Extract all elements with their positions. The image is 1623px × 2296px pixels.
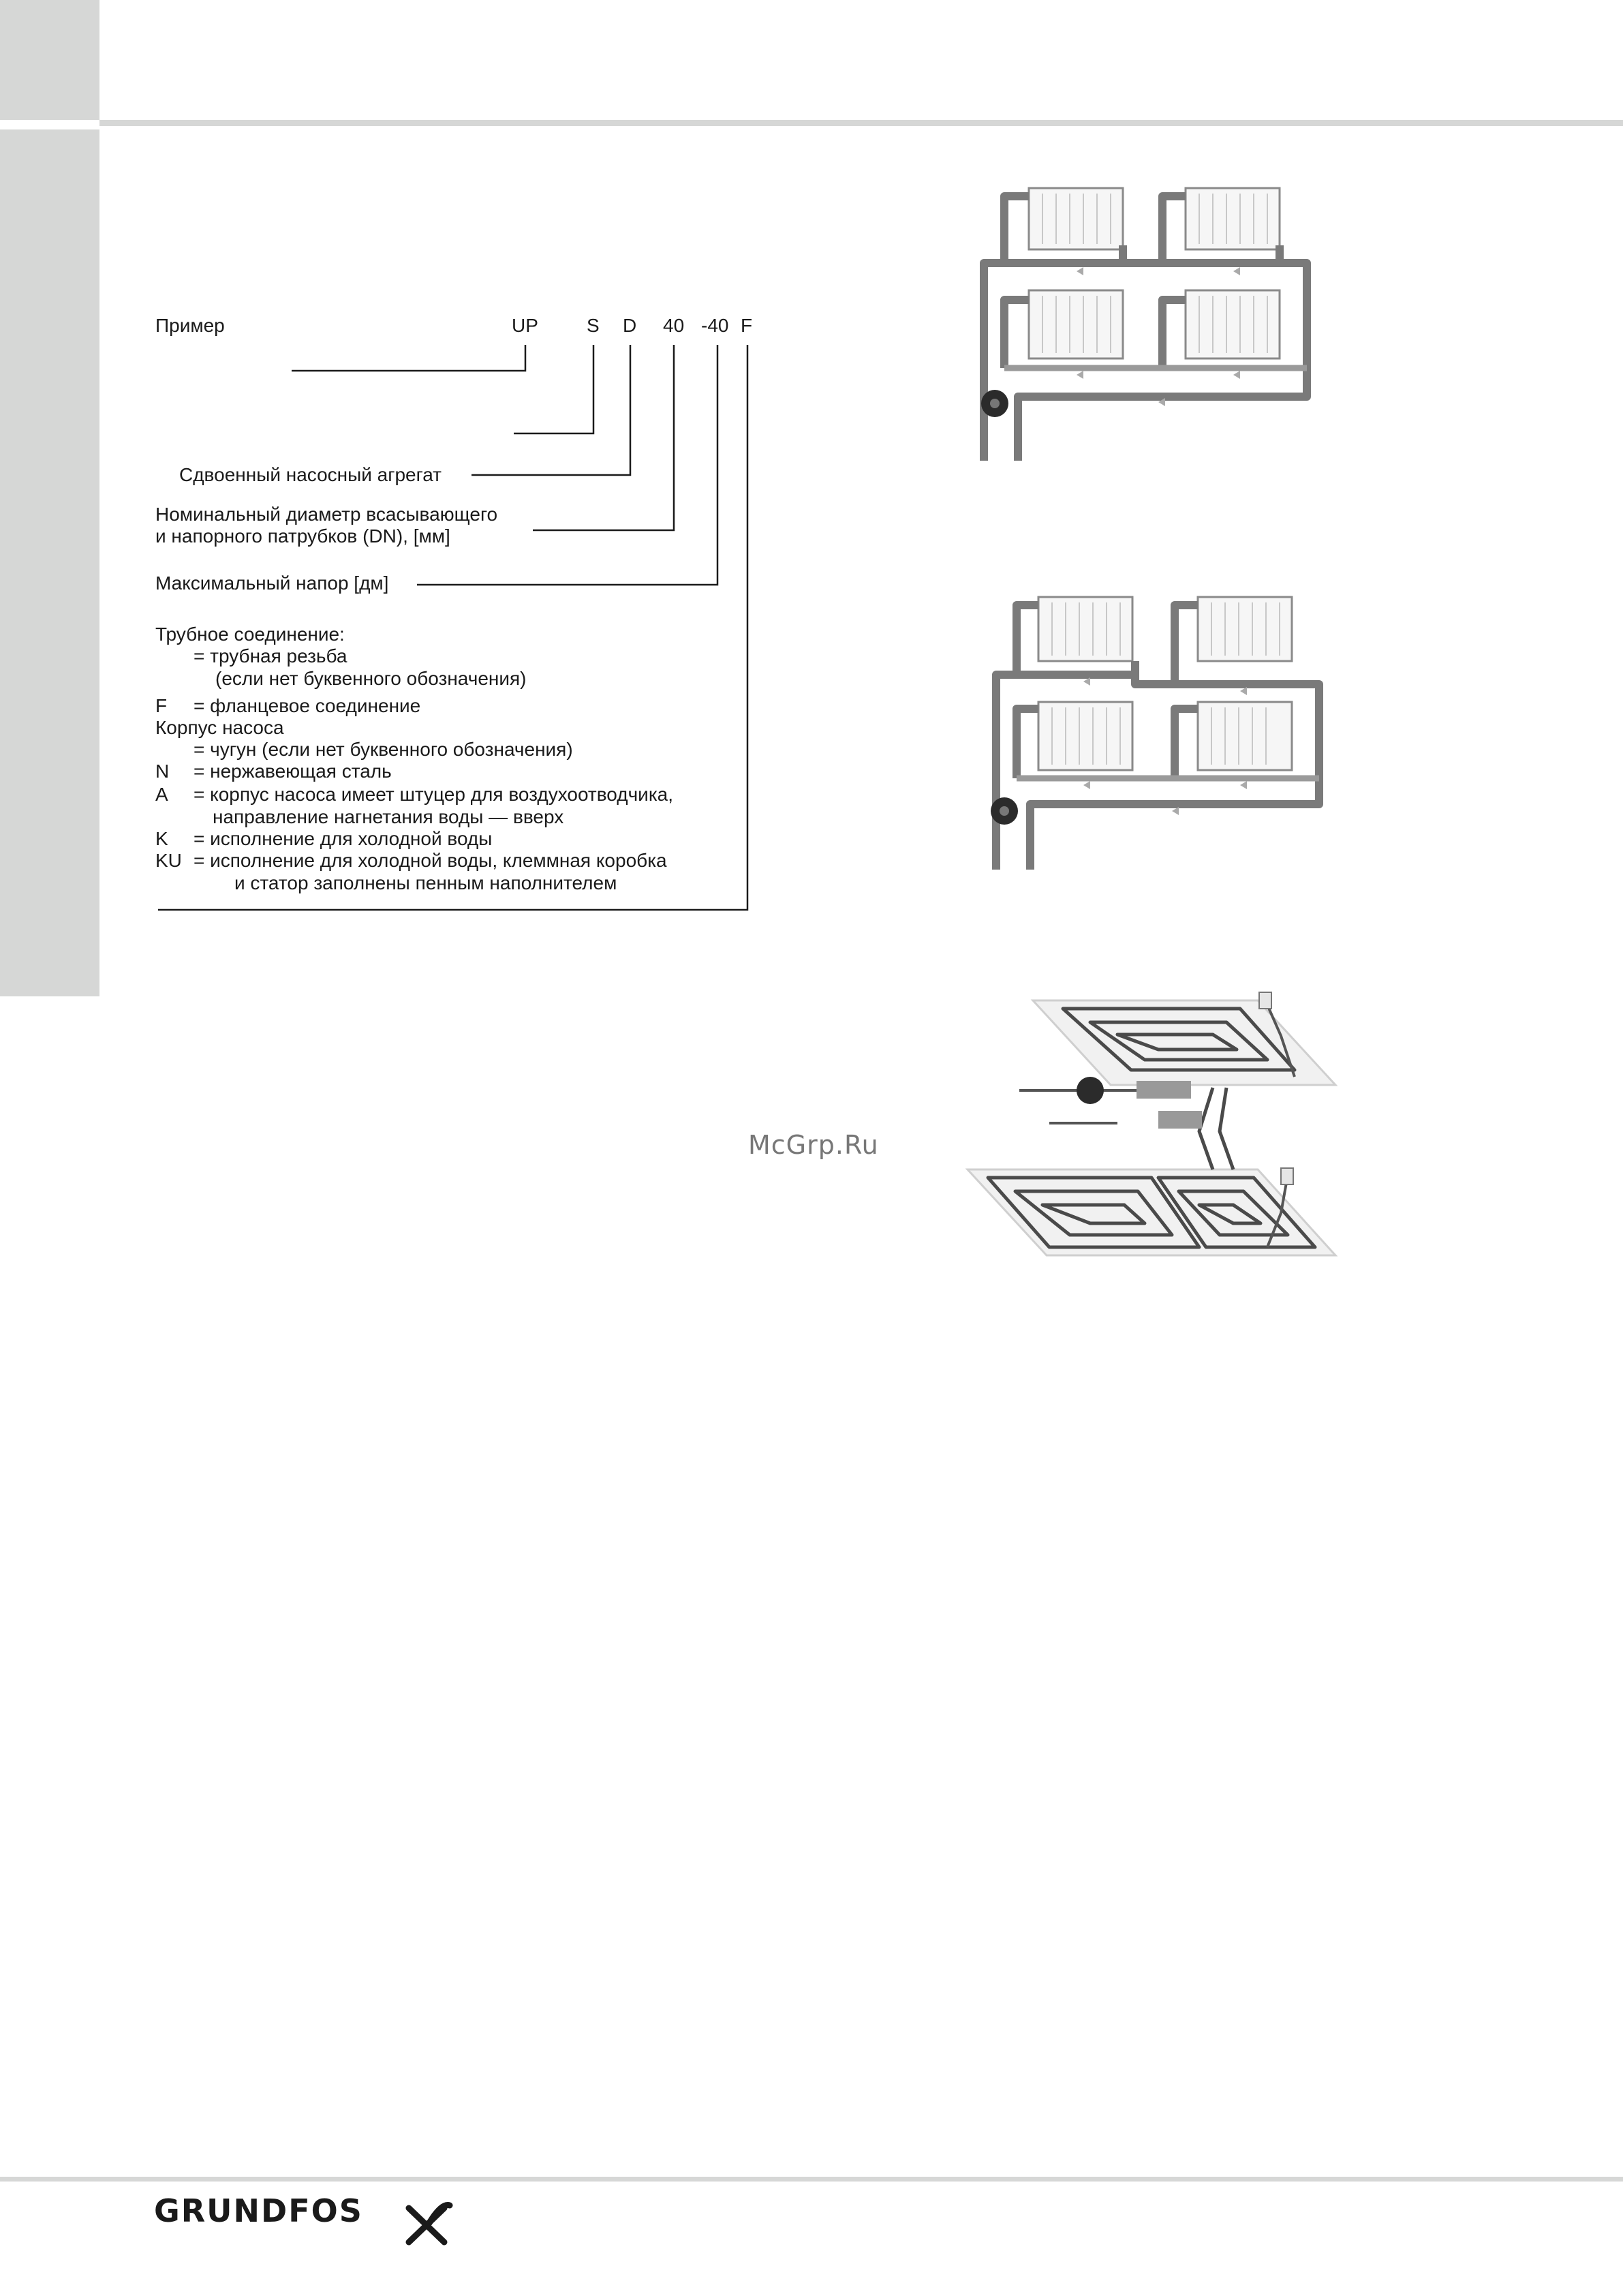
legend-max-head: Максимальный напор [дм] xyxy=(155,572,389,594)
legend-a-value-line2: направление нагнетания воды — вверх xyxy=(213,806,564,827)
legend-thread: = трубная резьба xyxy=(194,645,347,667)
legend-a-key: A xyxy=(155,784,168,805)
legend-ku-key: KU xyxy=(155,850,182,871)
legend-twin-pump: Сдвоенный насосный агрегат xyxy=(179,464,442,485)
legend-k-key: K xyxy=(155,828,168,849)
legend-nominal-line1: Номинальный диаметр всасывающего xyxy=(155,504,498,525)
legend-n-value: = нержавеющая сталь xyxy=(194,761,392,782)
code-head: -40 xyxy=(701,315,729,336)
legend-housing-title: Корпус насоса xyxy=(155,717,284,738)
code-up: UP xyxy=(512,315,538,336)
legend-a-value-line1: = корпус насоса имеет штуцер для воздухоотводчика, xyxy=(194,784,674,805)
legend-pipe-connection-title: Трубное соединение: xyxy=(155,624,345,645)
code-connection: F xyxy=(741,315,753,336)
legend-n-key: N xyxy=(155,761,170,782)
code-dn: 40 xyxy=(663,315,685,336)
legend-nominal-line2: и напорного патрубков (DN), [мм] xyxy=(155,525,450,547)
legend-thread-note: (если нет буквенного обозначения) xyxy=(215,668,527,689)
watermark-text: McGrp.Ru xyxy=(748,1130,879,1160)
legend-cast-iron: = чугун (если нет буквенного обозначения) xyxy=(194,739,573,760)
legend-f-key: F xyxy=(155,695,168,716)
legend-ku-value-line1: = исполнение для холодной воды, клеммная коробка xyxy=(194,850,667,871)
legend-ku-value-line2: и статор заполнены пенным наполнителем xyxy=(234,872,617,893)
grundfos-logo-text: GRUNDFOS xyxy=(154,2192,363,2229)
legend-f-value: = фланцевое соединение xyxy=(194,695,421,716)
example-label: Пример xyxy=(155,315,225,336)
code-d: D xyxy=(623,315,637,336)
code-s: S xyxy=(587,315,600,336)
legend-k-value: = исполнение для холодной воды xyxy=(194,828,493,849)
